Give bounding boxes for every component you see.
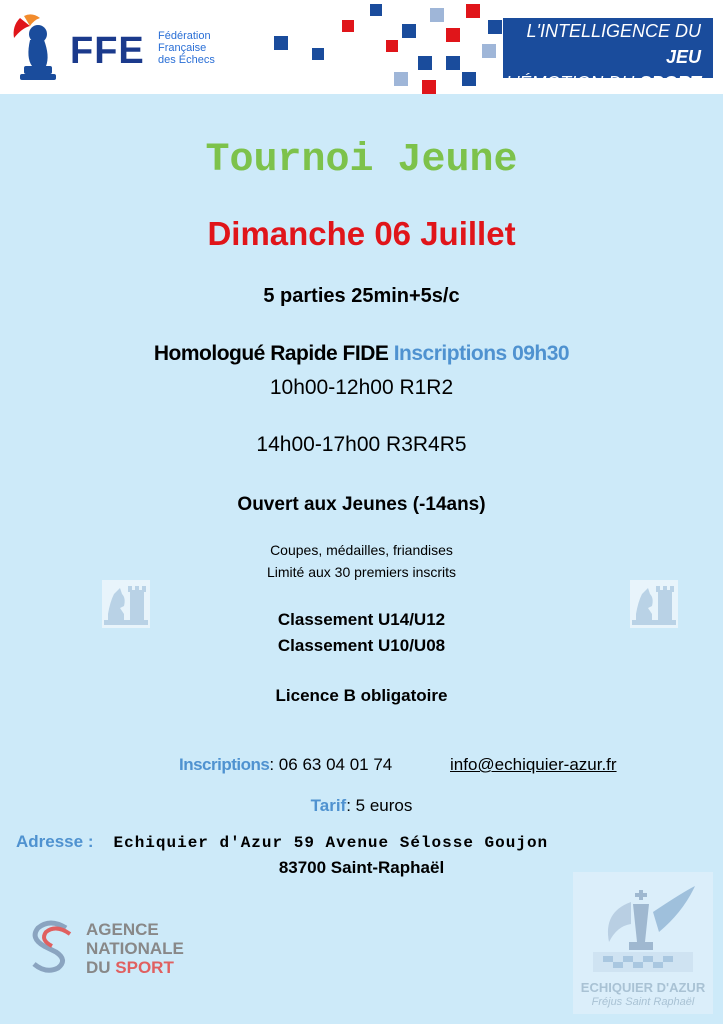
ffe-rooster-logo-icon <box>8 12 68 84</box>
tarif-line <box>0 796 723 816</box>
slogan-banner <box>503 18 713 93</box>
city: 83700 Saint-Raphaël <box>278 858 445 877</box>
inscriptions-contact <box>179 755 392 775</box>
ans-logo-icon <box>26 918 78 976</box>
inscriptions-time: Inscriptions 09h30 <box>393 342 570 365</box>
inscriptions-label: Inscriptions <box>179 755 270 774</box>
licence-requirement: Licence B obligatoire <box>275 686 448 705</box>
ffe-subtitle: Fédération Française des Échecs <box>158 30 215 66</box>
homologation: Homologué Rapide FIDE <box>153 342 394 365</box>
address: Echiquier d'Azur 59 Avenue Sélosse Goujon <box>113 834 549 852</box>
ranking-2: Classement U10/U08 <box>277 636 446 655</box>
tarif-value: : 5 euros <box>346 796 413 815</box>
homologation-line <box>0 342 723 366</box>
event-date: Dimanche 06 Juillet <box>207 215 516 252</box>
ans-logo <box>26 918 184 981</box>
address-label: Adresse : <box>16 832 94 851</box>
tarif-label: Tarif <box>310 796 347 815</box>
participant-limit: Limité aux 30 premiers inscrits <box>266 564 457 580</box>
header <box>0 0 723 94</box>
ans-text: AGENCE NATIONALE DU SPORT <box>86 920 184 977</box>
open-to: Ouvert aux Jeunes (-14ans) <box>237 494 486 515</box>
event-format: 5 parties 25min+5s/c <box>263 285 460 307</box>
session-2: 14h00-17h00 R3R4R5 <box>256 433 467 456</box>
club-name: ECHIQUIER D'AZUR <box>580 980 706 995</box>
prizes: Coupes, médailles, friandises <box>270 542 453 558</box>
phone-number: : 06 63 04 01 74 <box>269 755 393 774</box>
slogan-line-2: L'ÉMOTION DU SPORT <box>505 73 701 93</box>
email-link[interactable]: info@echiquier-azur.fr <box>450 755 617 774</box>
chess-knight-rook-icon <box>630 580 678 628</box>
address-line <box>16 832 548 852</box>
club-logo <box>573 872 713 1014</box>
slogan-line-1: L'INTELLIGENCE DU JEU <box>526 21 701 67</box>
event-title: Tournoi Jeune <box>205 138 518 183</box>
ranking-1: Classement U14/U12 <box>277 610 446 629</box>
club-subtitle: Fréjus Saint Raphaël <box>591 996 695 1008</box>
ffe-logo-text: FFE <box>70 30 145 72</box>
chess-king-wing-icon <box>573 872 713 976</box>
session-1: 10h00-12h00 R1R2 <box>269 376 454 399</box>
chess-knight-rook-icon <box>102 580 150 628</box>
